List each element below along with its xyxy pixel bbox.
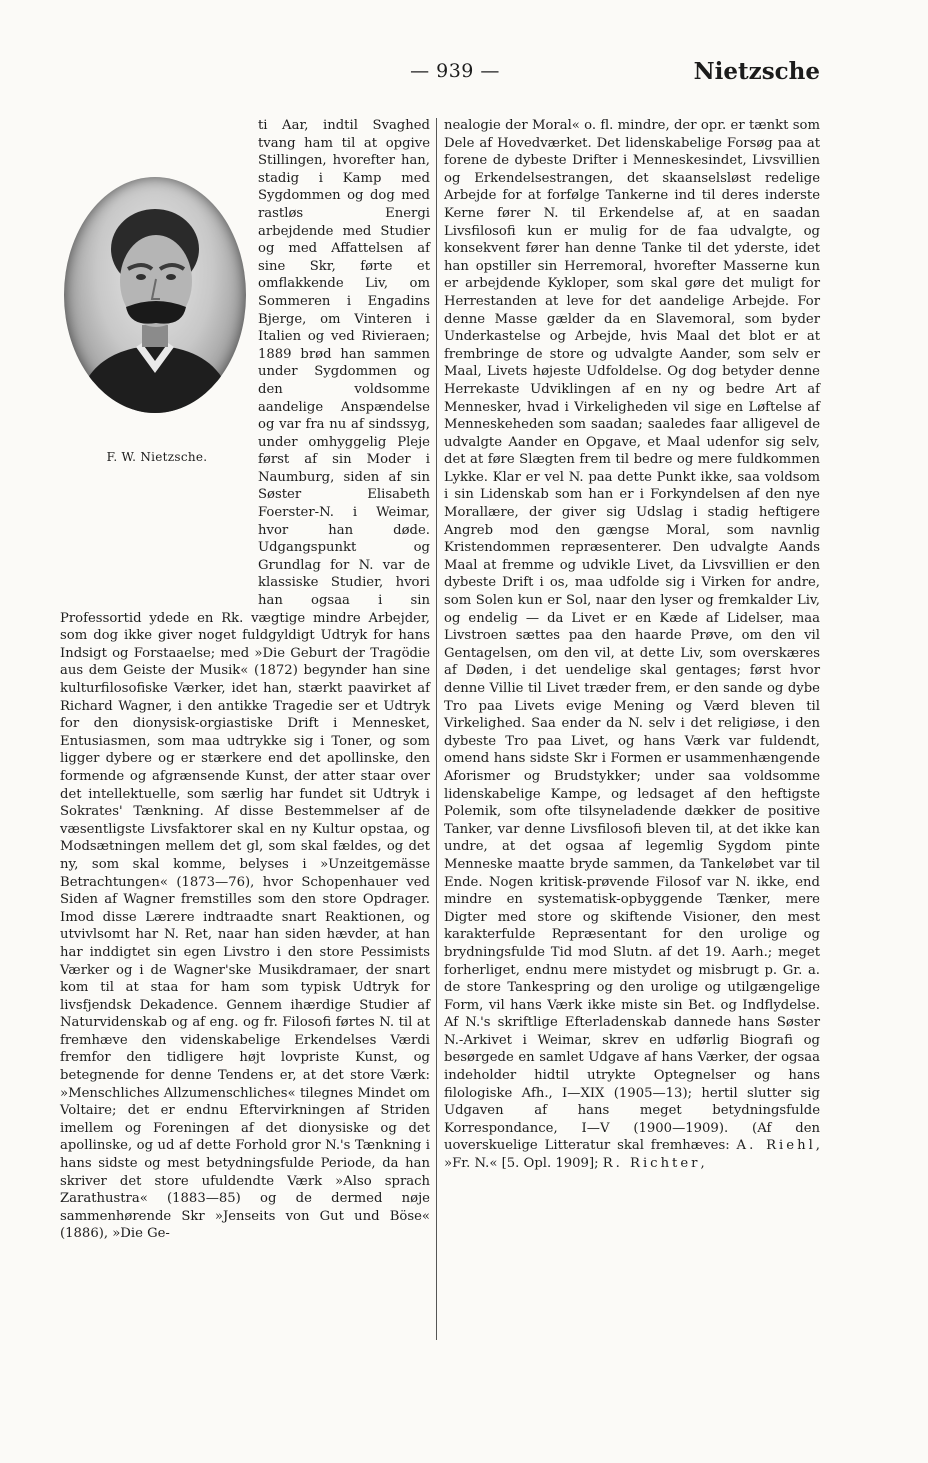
right-column-paragraph (444, 117, 820, 1173)
left-column (60, 117, 430, 1243)
portrait-photo (64, 177, 246, 413)
reference-detail: , »Fr. N.« [5. Opl. 1909]; (444, 1138, 820, 1172)
page-number: — 939 — (410, 60, 500, 82)
right-column (444, 117, 820, 1173)
reference-author: A. Riehl (736, 1138, 816, 1154)
column-divider (436, 118, 437, 1340)
reference-author: R. Richter (602, 1156, 701, 1172)
portrait-image (64, 177, 246, 413)
page-header (0, 58, 928, 92)
running-head: Nietzsche (693, 58, 820, 85)
portrait-caption: F. W. Nietzsche. (106, 450, 208, 464)
right-column-text: nealogie der Moral« o. fl. mindre, der opr. er tænkt som Dele af Hovedværket. Det lidenskabelige Forsøg paa at forene de dybeste Drifter i Menneskesindet, Livsvillien og Erkendelsestrangen, det skaanselsløst redelige Arbejde for at forfølge Tankerne ind til deres inderste Kerne fører N. til Erkendelse af, at en saadan Livsfilosofi kun er mulig for de faa udvalgte, og konsekvent fører han denne Tanke til det yderste, idet han opstiller sin Herremoral, hvorefter Masserne kun er arbejdende Kykloper, som skal gøre det muligt for Herrestanden at leve for det aandelige Arbejde. For denne Masse gælder da en Slavemoral, som byder Underkastelse og Arbejde, hvis Maal det blot er at frembringe de store og udvalgte Aander, som selv er Maal, Livets højeste Udfoldelse. Og dog betyder denne Herrekaste Udviklingen af en ny og bedre Art af Mennesker, hvad i Virkeligheden vil sige en Løftelse af Menneskeheden som saadan; saaledes faar alligevel de udvalgte Aander en Opgave, et Maal udenfor sig selv, det at føre Slægten frem til bedre og mere fuldkommen Lykke. Klar er vel N. paa dette Punkt ikke, saa voldsom i sin Lidenskab som han er i Forkyndelsen af den nye Morallære, der giver sig Udslag i stadig heftigere Angreb mod den gængse Moral, som navnlig Kristendommen repræsenterer. Den udvalgte Aands Maal at fremme og udvikle Livet, da Livsvillien er den dybeste Drift i os, maa udfolde sig i Virken for andre, som Solen kun er Sol, naar den lyser og fremkalder Liv, og endelig — da Livet er en Kæde af Lidelser, maa Livstroen sættes paa den haarde Prøve, om den vil Gentagelsen, om den vil, at dette Liv, som overskæres af Døden, i det uendelige skal gentages; først hvor denne Villie til Livet træder frem, er den sande og dybe Tro paa Livets evige Mening og Værd bleven til Virkelighed. Saa ender da N. selv i det religiøse, i den dybeste Tro paa Livet, og hans Værk var fuldendt, omend hans sidste Skr i Formen er usammenhængende Aforismer og Brudstykker; under saa voldsomme lidenskabelige Kampe, og ledsaget af den heftigste Polemik, som ofte tilsyneladende dækker de positive Tanker, var denne Livsfilosofi bleven til, at det ikke kan undre, at det ogsaa af legemlig Sygdom pinte Menneske maatte bryde sammen, da Tankeløbet var til Ende. Nogen kritisk-prøvende Filosof var N. ikke, end mindre en systematisk-opbyggende Tænker, mere Digter med store og skiftende Visioner, den mest karakterfulde Repræsentant for den urolige og brydningsfulde Tid mod Slutn. af det 19. Aarh.; meget forherliget, endnu mere mistydet og misbrugt p. Gr. a. de store Tankespring og den urolige og utilgængelige Form, vil hans Værk ikke miste sin Bet. og Indflydelse. Af N.'s skriftlige Efterladenskab dannede hans Søster N.-Arkivet i Weimar, skrev en udførlig Biografi og besørgede en samlet Udgave af hans Værker, der ogsaa indeholder hidtil utrykte Optegnelser og hans filologiske Afh., I—XIX (1905—13); hertil slutter sig Udgaven af hans meget betydningsfulde Korrespondance, I—V (1900—1909). (Af den uoverskuelige Litteratur skal fremhæves: (444, 118, 820, 1154)
reference-detail: , (700, 1156, 705, 1172)
left-column-text: ti Aar, indtil Svaghed tvang ham til at opgive Stillingen, hvorefter han, stadig i Kamp med Sygdommen og dog med rastløs Energi arbejdende med Studier og med Affattelsen af sine Skr, førte et omflakkende Liv, om Sommeren i Engadins Bjerge, om Vinteren i Italien og ved Rivieraen; 1889 brød han sammen under Sygdommen og den voldsomme aandelige Anspændelse og var fra nu af sindssyg, under omhyggelig Pleje først af sin Moder i Naumburg, siden af sin Søster Elisabeth Foerster-N. i Weimar, hvor han døde. Udgangspunkt og Grundlag for N. var de klassiske Studier, hvori han ogsaa i sin Professortid ydede en Rk. vægtige mindre Arbejder, som dog ikke giver noget fuldgyldigt Udtryk for hans Indsigt og Forstaaelse; med »Die Geburt der Tragödie aus dem Geiste der Musik« (1872) begynder han sine kulturfilosofiske Værker, idet han, stærkt paavirket af Richard Wagner, i den antikke Tragedie ser et Udtryk for den dionysisk-orgiastiske Drift i Mennesket, Entusiasmen, som maa udtrykke sig i Toner, og som ligger dybere og er stærkere end det apollinske, den formende og afgrænsende Kunst, der atter staar over det intellektuelle, som særlig har fundet sit Udtryk i Sokrates' Tænkning. Af disse Bestemmelser af de væsentligste Livsfaktorer skal en ny Kultur opstaa, og Modsætningen mellem det gl, som skal fældes, og det ny, som skal komme, belyses i »Unzeitgemässe Betrachtungen« (1873—76), hvor Schopenhauer ved Siden af Wagner fremstilles som den store Opdrager. Imod disse Lærere indtraadte snart Reaktionen, og utvivlsomt har N. Ret, naar han siden hævder, at han har inddigtet sin egen Livstro i den store Pessimists Værker og i de Wagner'ske Musikdramaer, der snart kom til at staa for ham som typisk Udtryk for livsfjendsk Dekadence. Gennem ihærdige Studier af Naturvidenskab og af eng. og fr. Filosofi førtes N. til at fremhæve den videnskabelige Erkendelses Værdi fremfor den tidligere højt lovpriste Kunst, og betegnende for denne Tendens er, at det store Værk: »Menschliches Allzumenschliches« tilegnes Mindet om Voltaire; det er endnu Eftervirkningen af Striden imellem og Foreningen af det dionysiske og det apollinske, og ud af dette Forhold gror N.'s Tænkning i hans sidste og mest betydningsfulde Periode, da han skriver det store ufuldendte Værk »Also sprach Zarathustra« (1883—85) og de dermed nøje sammenhørende Skr »Jenseits von Gut und Böse« (1886), »Die Ge- (60, 118, 430, 1242)
portrait-figure (60, 169, 254, 609)
